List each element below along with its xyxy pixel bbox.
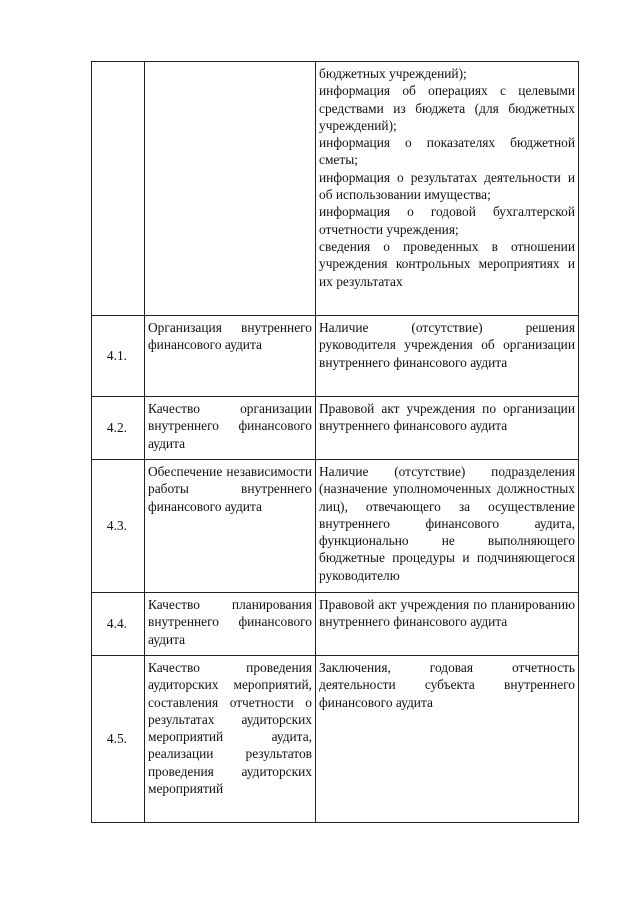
source-line: информация об операциях с целевыми средствами из бюджета (для бюджетных учреждений);: [319, 83, 575, 133]
source-line: информация о годовой бухгалтерской отчетности учреждения;: [319, 204, 575, 237]
table-row: [92, 316, 579, 397]
source-cell: [316, 62, 579, 316]
indicator-cell: Организация внутреннего финансового аудита: [145, 316, 316, 397]
row-number: 4.4.: [92, 593, 145, 656]
table-row: [92, 460, 579, 593]
row-number: 4.1.: [92, 316, 145, 397]
source-line: бюджетных учреждений);: [319, 66, 467, 81]
source-line: информация о результатах деятельности и об использовании имущества;: [319, 169, 575, 203]
criteria-table: [91, 61, 579, 823]
row-number: 4.3.: [92, 460, 145, 593]
indicator-cell: Качество проведения аудиторских мероприятий, составления отчетности о результатах аудиторских мероприятий аудита, реализации результатов проведения аудиторских мероприятий: [145, 656, 316, 823]
source-cell: Наличие (отсутствие) решения руководителя учреждения об организации внутреннего финансового аудита: [316, 316, 579, 397]
source-cell: Наличие (отсутствие) подразделения (назначение уполномоченных должностных лиц), отвечающего за осуществление внутреннего финансового аудита, функционально не выполняющего бюджетные процедуры и подчиняющегося руководителю: [316, 460, 579, 593]
indicator-cell: [145, 62, 316, 316]
source-cell: Правовой акт учреждения по организации внутреннего финансового аудита: [316, 397, 579, 460]
indicator-cell: Обеспечение независимости работы внутреннего финансового аудита: [145, 460, 316, 593]
source-line: сведения о проведенных в отношении учреждения контрольных мероприятиях и их результатах: [319, 238, 575, 289]
table-row: [92, 62, 579, 316]
row-number: [92, 62, 145, 316]
table-row: [92, 397, 579, 460]
table-row: [92, 593, 579, 656]
table-row: [92, 656, 579, 823]
indicator-cell: Качество планирования внутреннего финансового аудита: [145, 593, 316, 656]
indicator-cell: Качество организации внутреннего финансового аудита: [145, 397, 316, 460]
source-line: информация о показателях бюджетной сметы;: [319, 135, 575, 168]
row-number: 4.5.: [92, 656, 145, 823]
source-cell: Заключения, годовая отчетность деятельности субъекта внутреннего финансового аудита: [316, 656, 579, 823]
source-cell: Правовой акт учреждения по планированию внутреннего финансового аудита: [316, 593, 579, 656]
row-number: 4.2.: [92, 397, 145, 460]
